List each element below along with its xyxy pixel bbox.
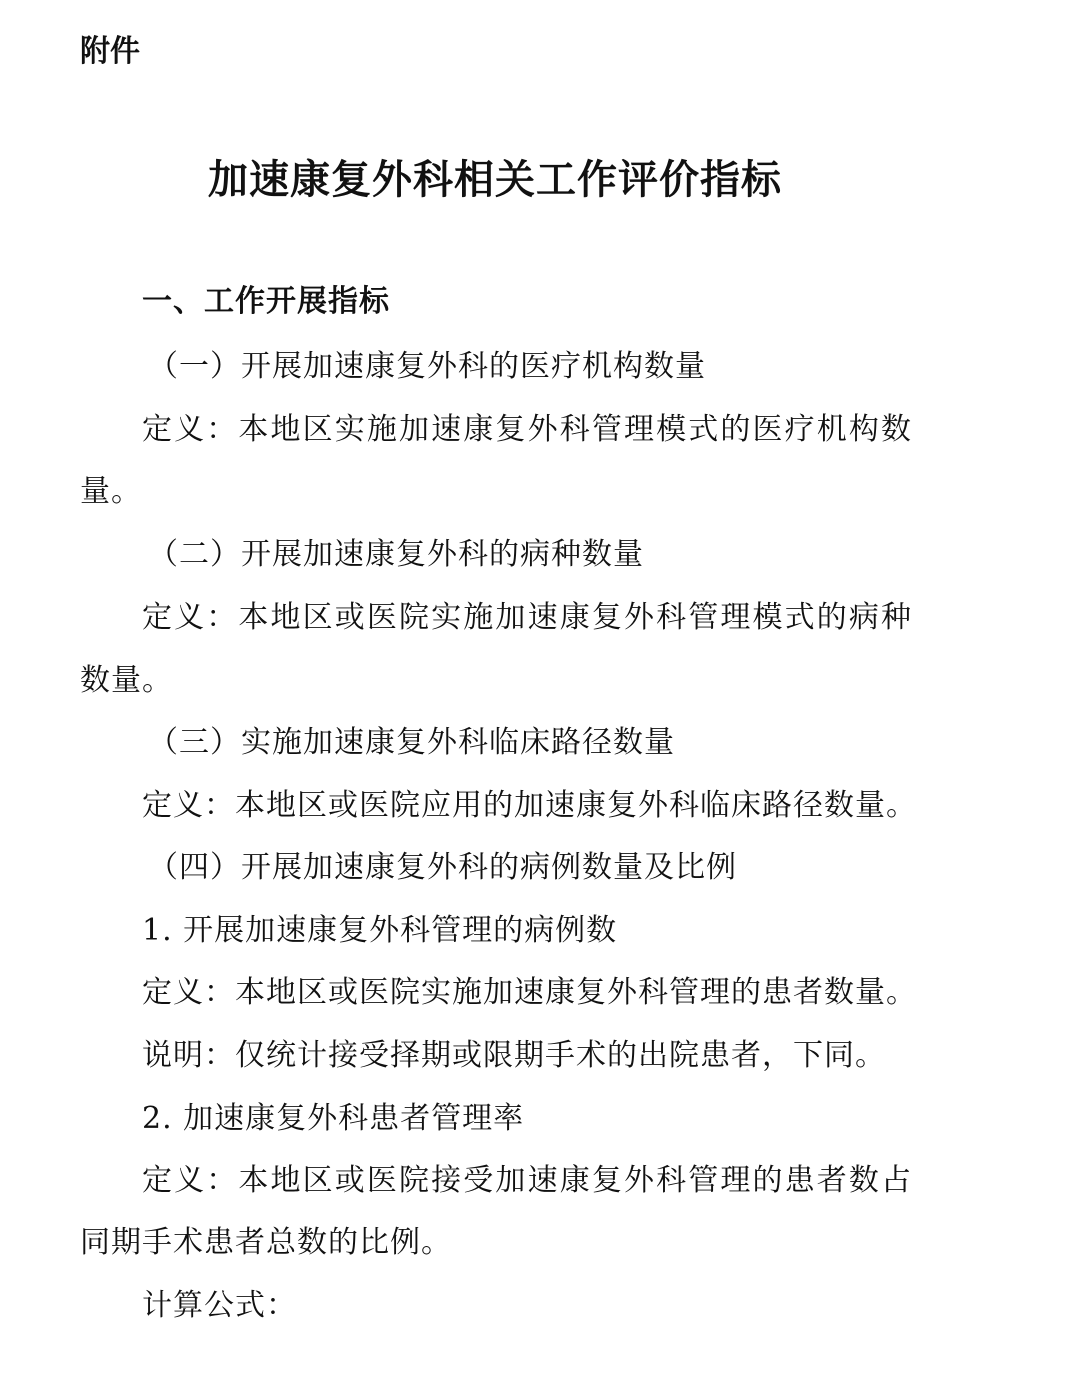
subitem-heading: 1. 开展加速康复外科管理的病例数	[142, 913, 618, 948]
definition-text: 定义：本地区或医院实施加速康复外科管理模式的病种	[142, 600, 912, 635]
definition-text: 定义：本地区或医院实施加速康复外科管理的患者数量。	[142, 975, 917, 1010]
item-heading: （二）开展加速康复外科的病种数量	[148, 537, 644, 572]
attachment-label: 附件	[80, 34, 140, 69]
document-title: 加速康复外科相关工作评价指标	[208, 157, 782, 203]
definition-text-continued: 同期手术患者总数的比例。	[80, 1225, 452, 1260]
section-heading: 一、工作开展指标	[142, 284, 390, 319]
definition-text-continued: 量。	[80, 474, 142, 509]
item-heading: （三）实施加速康复外科临床路径数量	[148, 725, 675, 760]
item-heading: （四）开展加速康复外科的病例数量及比例	[148, 850, 737, 885]
subitem-heading: 2. 加速康复外科患者管理率	[142, 1101, 525, 1136]
note-text: 说明：仅统计接受择期或限期手术的出院患者，下同。	[142, 1038, 886, 1073]
definition-text: 定义：本地区实施加速康复外科管理模式的医疗机构数	[142, 412, 912, 447]
definition-text: 定义：本地区或医院接受加速康复外科管理的患者数占	[142, 1163, 912, 1198]
definition-text: 定义：本地区或医院应用的加速康复外科临床路径数量。	[142, 788, 917, 823]
formula-label: 计算公式：	[142, 1288, 297, 1323]
item-heading: （一）开展加速康复外科的医疗机构数量	[148, 349, 706, 384]
definition-text-continued: 数量。	[80, 663, 173, 698]
